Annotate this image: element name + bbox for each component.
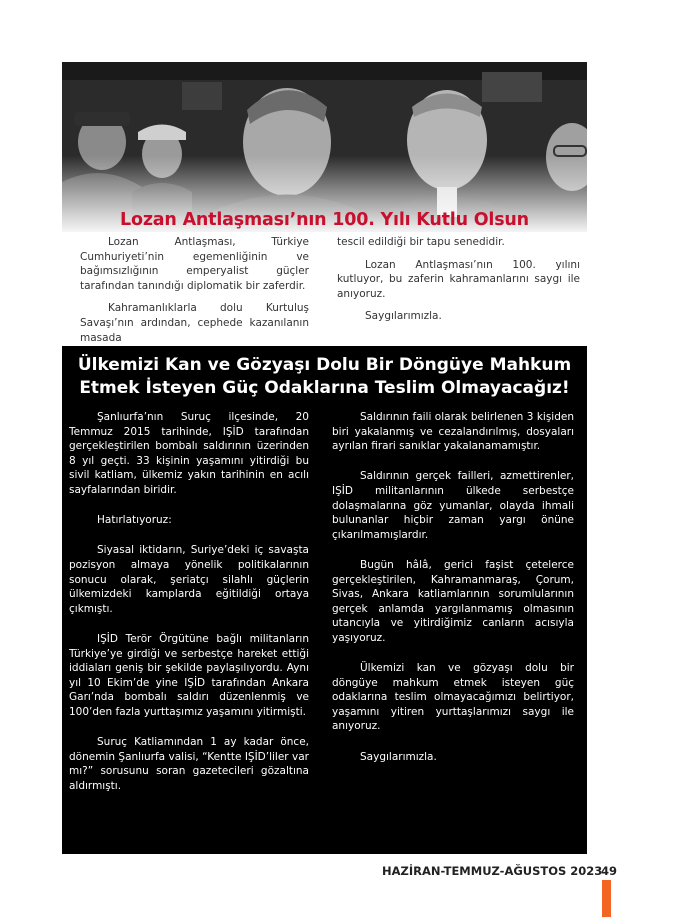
paragraph: tescil edildiği bir tapu senedidir.: [337, 236, 505, 248]
statement-title: [62, 354, 587, 400]
issue-date: HAZİRAN-TEMMUZ-AĞUSTOS 2023: [382, 864, 603, 878]
paragraph: Lozan Antlaşması, Türkiye Cumhuriyeti’nin egemenliğinin ve bağımsızlığının emperyalist güçler tarafından tanındığı diplomatik bir zaferdir.: [80, 236, 309, 292]
top-article-title: Lozan Antlaşması’nın 100. Yılı Kutlu Olsun: [120, 210, 529, 230]
statement-left-column: [69, 410, 309, 809]
paragraph: Saldırının faili olarak belirlenen 3 kişiden biri yakalanmış ve cezalandırılmış, dosyaları ayrılan firari sanıklar yakalanamamıştır.: [332, 411, 574, 453]
signature-line: Saygılarımızla.: [360, 750, 437, 763]
photo-illustration: [62, 62, 587, 232]
historical-photo: [62, 62, 587, 232]
paragraph: Lozan Antlaşması’nın 100. yılını kutluyor, bu zaferin kahramanlarını saygı ile anıyoruz.: [337, 258, 580, 300]
page-number: 49: [601, 864, 618, 878]
top-article-right-column: [337, 235, 580, 332]
paragraph: Hatırlatıyoruz:: [97, 514, 172, 527]
statement-title-line: Etmek İsteyen Güç Odaklarına Teslim Olmayacağız!: [79, 378, 570, 398]
paragraph: Kahramanlıklarla dolu Kurtuluş Savaşı’nın ardından, cephede kazanılanın masada: [80, 302, 309, 344]
accent-bar: [602, 880, 611, 917]
paragraph: Siyasal iktidarın, Suriye’deki iç savaşta pozisyon almaya yönelik politikalarının sonucu olarak, şeriatçı silahlı güçlerin ülkemizdeki kamplarda eğitildiği ortaya çıkmıştı.: [69, 544, 309, 615]
paragraph: Şanlıurfa’nın Suruç ilçesinde, 20 Temmuz 2015 tarihinde, IŞİD tarafından gerçekleştirilen bombalı saldırının üzerinden 8 yıl geçti. 33 kişinin yaşamını yitirdiği bu sivil katliam, ülkemiz yakın tarihinin en acılı sayfalarından biridir.: [69, 411, 309, 496]
paragraph: Ülkemizi kan ve gözyaşı dolu bir döngüye mahkum etmek isteyen güç odaklarına teslim olmayacağımızı belirtiyor, yaşamını yitiren yurttaşlarımızı saygı ile anıyoruz.: [332, 662, 574, 733]
statement-right-column: [332, 410, 574, 780]
signature-line: Saygılarımızla.: [365, 310, 442, 323]
top-article-left-column: [80, 235, 309, 353]
paragraph: Bugün hâlâ, gerici faşist çetelerce gerçekleştirilen, Kahramanmaraş, Çorum, Sivas, Ankara katliamlarının sorumlularının gerçek anlamda yargılanmamış olmasının utancıyla ve yitirdiğimiz canların acısıyla yaşıyoruz.: [332, 558, 574, 644]
paragraph: IŞİD Terör Örgütüne bağlı militanların Türkiye’ye girdiği ve serbestçe hareket ettiği iddiaları geniş bir şekilde paylaşılıyordu. Aynı yıl 10 Ekim’de yine IŞİD tarafından Ankara Garı’nda bombalı saldırı düzenlenmiş ve 100’den fazla yurttaşımız yaşamını yitirmişti.: [69, 632, 309, 718]
paragraph: Saldırının gerçek failleri, azmettirenler, IŞİD militanlarının ülkede serbestçe dolaşmalarına göz yumanlar, olayda ihmali bulunanlar hiçbir zaman yargı önüne çıkarılmamışlardır.: [332, 470, 574, 541]
paragraph: Suruç Katliamından 1 ay kadar önce, dönemin Şanlıurfa valisi, “Kentte IŞİD’liler var mı?” sorusunu soran gazetecileri gözaltına aldırmıştı.: [69, 736, 309, 792]
statement-box: [62, 346, 587, 854]
statement-title-line: Ülkemizi Kan ve Gözyaşı Dolu Bir Döngüye Mahkum: [77, 355, 572, 375]
